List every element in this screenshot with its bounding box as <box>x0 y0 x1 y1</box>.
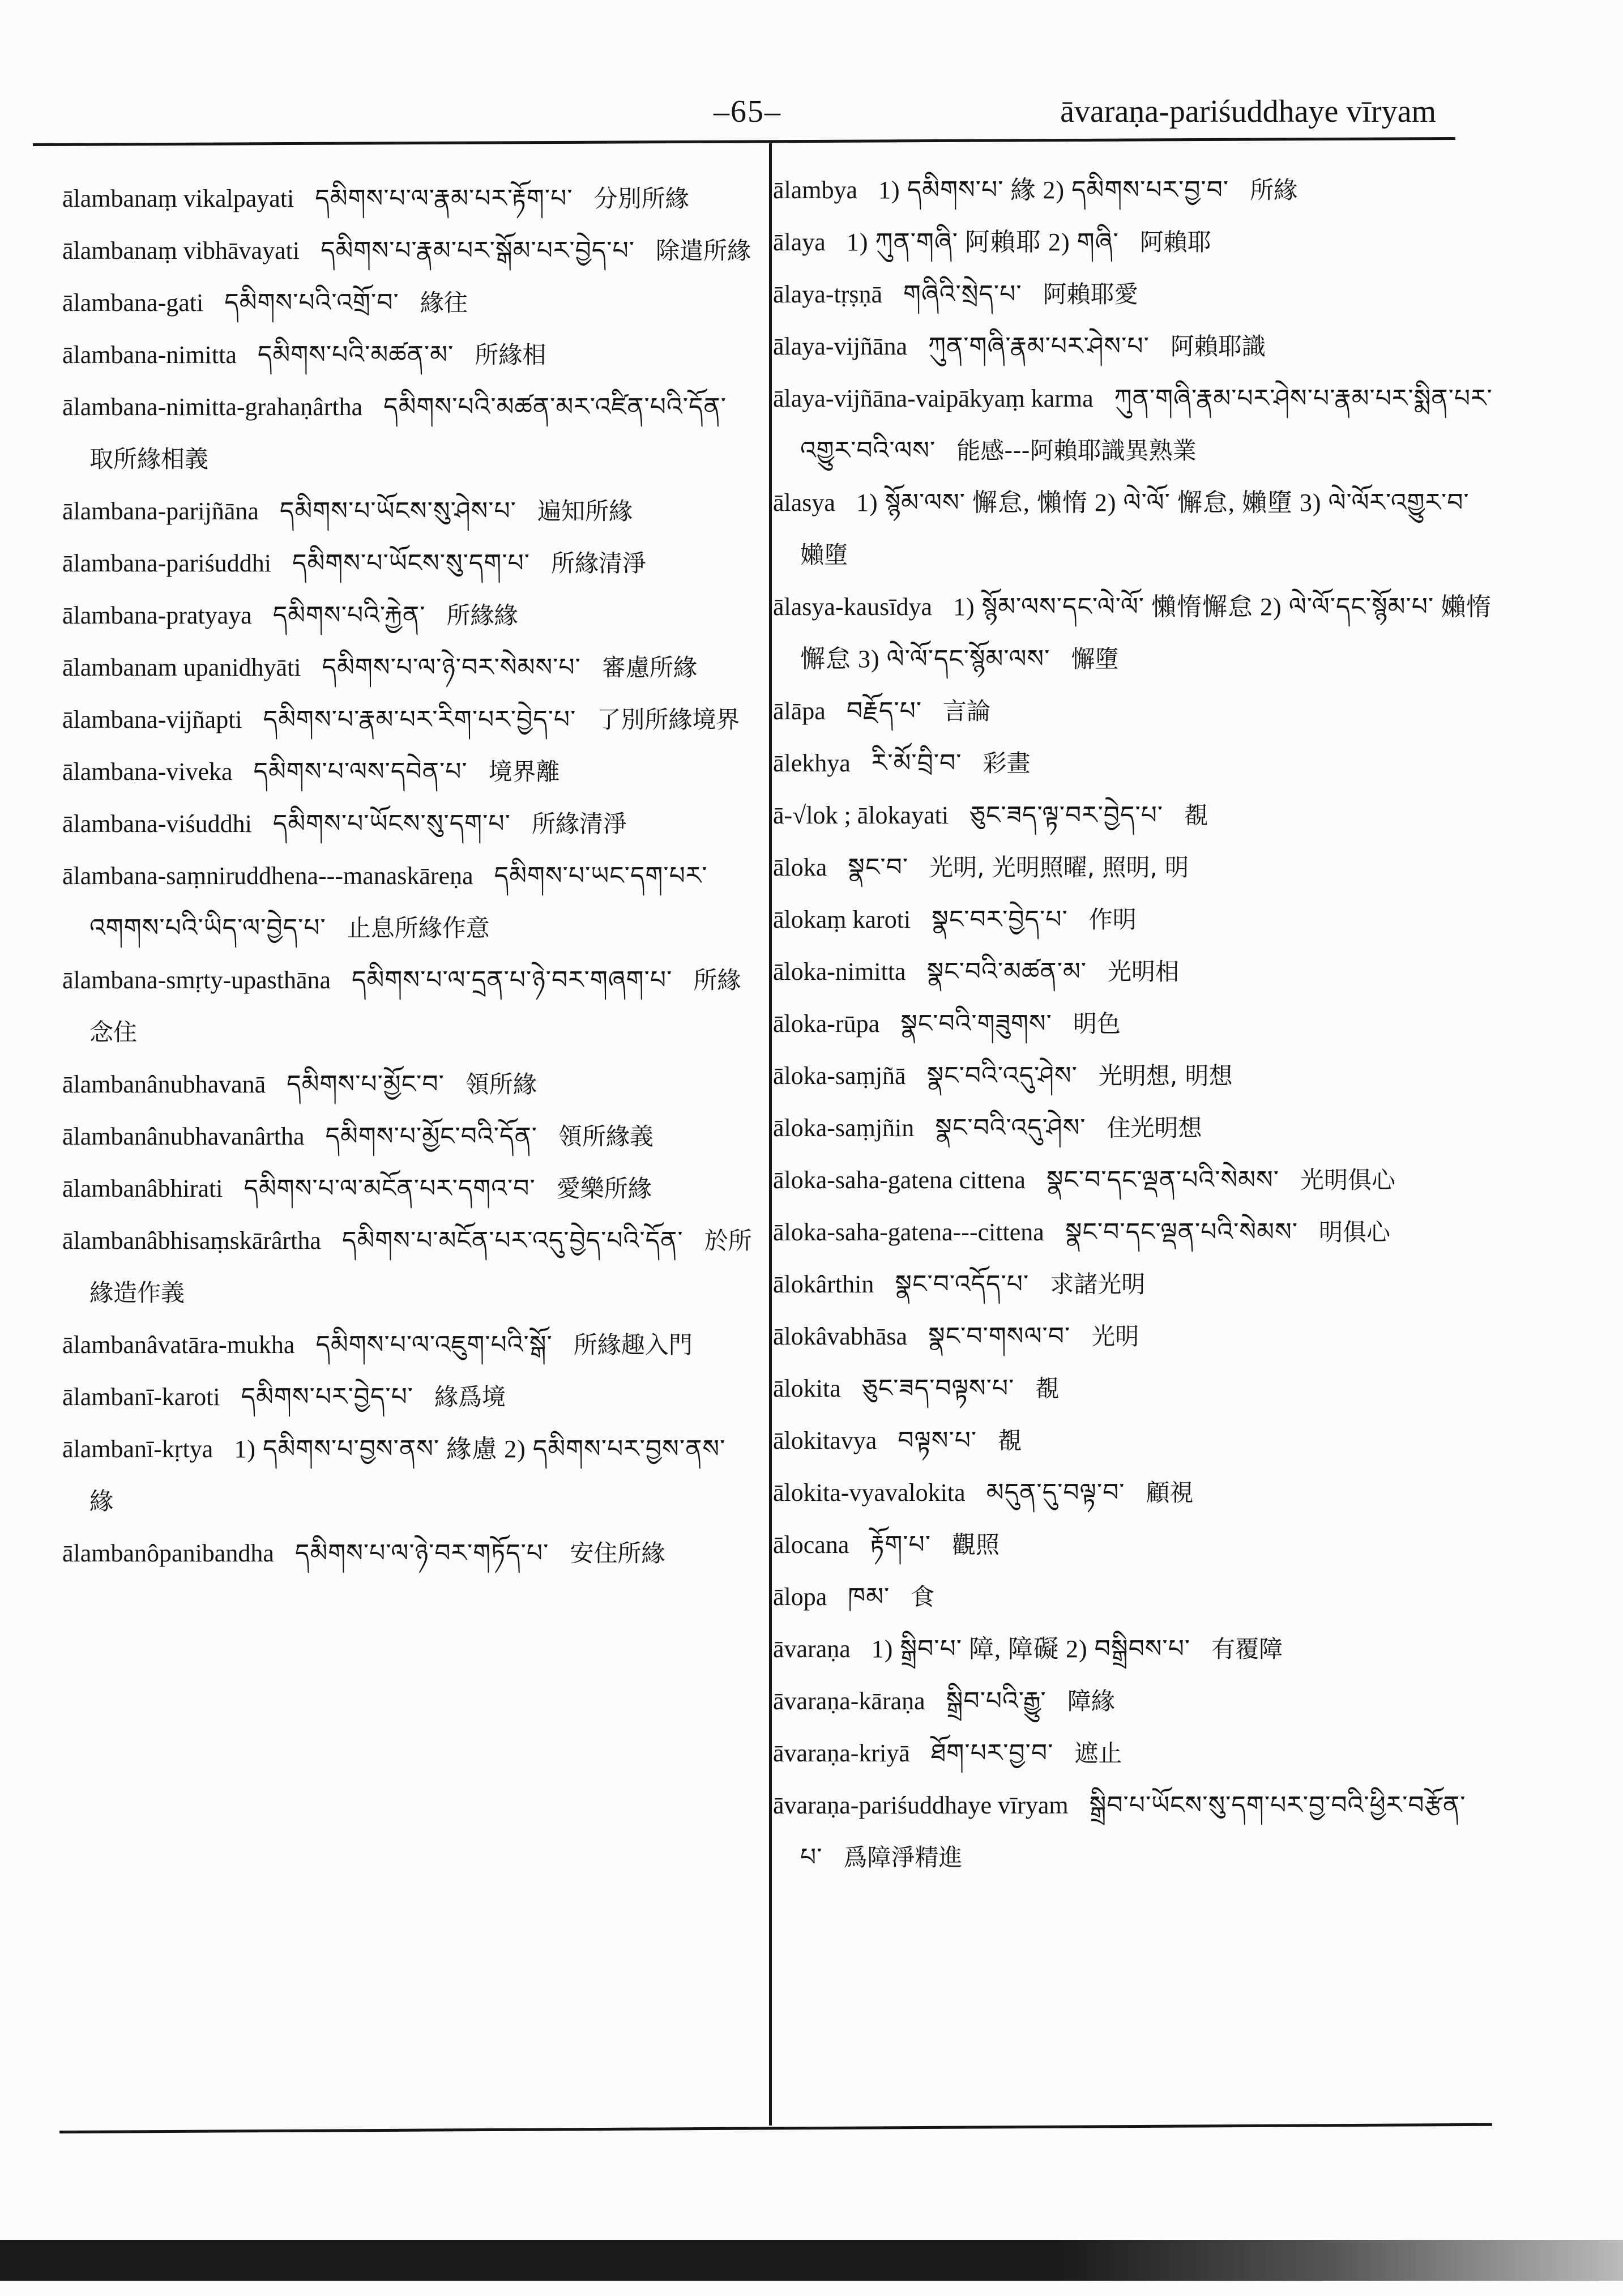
chinese-equivalent: 阿賴耶愛 <box>1043 280 1138 308</box>
tibetan-equivalent: 1) དམིགས་པ་ 緣 2) དམིགས་པར་བྱ་བ་ <box>878 176 1229 204</box>
chinese-equivalent: 審慮所緣 <box>601 654 697 681</box>
dictionary-entry <box>773 998 1495 1050</box>
tibetan-equivalent: ཁམ་ <box>848 1583 890 1611</box>
headword: ālambya <box>773 176 858 204</box>
chinese-equivalent: 所緣趣入門 <box>573 1331 693 1359</box>
tibetan-equivalent: དམིགས་པ་མངོན་པར་འདུ་བྱེད་པའི་དོན་ <box>341 1227 684 1254</box>
tibetan-equivalent: ཀུན་གཞི་རྣམ་པར་ཤེས་པ་རྣམ་པར་སྨིན་པར་འགྱུར་བའི་ལས་ <box>800 385 1493 464</box>
chinese-equivalent: 領所緣義 <box>558 1123 654 1150</box>
chinese-equivalent: 緣爲境 <box>434 1383 506 1411</box>
tibetan-equivalent: 1) སྙོམ་ལས་ 懈怠, 懶惰 2) ལེ་ལོ་ 懈怠, 嬾墮 3) ལེ་ལོར་འགྱུར་བ་ <box>856 489 1470 517</box>
tibetan-equivalent: ཅུང་ཟད་ལྟ་བར་བྱེད་པ་ <box>969 801 1164 829</box>
dictionary-entry <box>773 373 1495 477</box>
dictionary-entry <box>62 1111 759 1163</box>
dictionary-entry <box>773 1571 1495 1623</box>
tibetan-equivalent: སྣང་བར་བྱེད་པ་ <box>932 906 1068 933</box>
chinese-equivalent: 安住所緣 <box>570 1539 665 1567</box>
dictionary-entry <box>773 1311 1495 1363</box>
chinese-equivalent: 領所緣 <box>465 1070 537 1098</box>
headword: āloka-saṃjñin <box>773 1114 915 1142</box>
tibetan-equivalent: དམིགས་པ་ལས་དབེན་པ་ <box>253 758 468 786</box>
chinese-equivalent: 愛樂所緣 <box>556 1175 652 1202</box>
headword: ālambanī-kṛtya <box>62 1435 213 1463</box>
dictionary-entry <box>62 1371 759 1423</box>
tibetan-equivalent: དམིགས་པའི་མཚན་མར་འཛིན་པའི་དོན་ <box>383 393 727 421</box>
headword: ālambana-gati <box>62 289 204 317</box>
headword: ālokitavya <box>773 1427 877 1454</box>
headword: āvaraṇa-pariśuddhaye vīryam <box>773 1791 1069 1819</box>
chinese-equivalent: 遮止 <box>1074 1739 1122 1767</box>
chinese-equivalent: 光明 <box>1091 1322 1139 1350</box>
dictionary-entry <box>773 894 1495 946</box>
headword: ālokâvabhāsa <box>773 1322 907 1350</box>
chinese-equivalent: 住光明想 <box>1107 1114 1202 1142</box>
dictionary-entry <box>773 789 1495 842</box>
tibetan-equivalent: དམིགས་པ་ཡོངས་སུ་ཤེས་པ་ <box>279 497 516 525</box>
chinese-equivalent: 了別所緣境界 <box>597 706 740 733</box>
dictionary-entry <box>773 477 1495 581</box>
tibetan-equivalent: དམིགས་པ་རྣམ་པར་སྒོམ་པར་བྱེད་པ་ <box>321 237 635 264</box>
headword: āvaraṇa-kāraṇa <box>773 1687 925 1715</box>
headword: ālāpa <box>773 697 826 725</box>
headword: ālokaṃ karoti <box>773 906 911 933</box>
headword: ālopa <box>773 1583 827 1611</box>
tibetan-equivalent: རྟོག་པ་ <box>870 1531 931 1559</box>
headword: ālokita-vyavalokita <box>773 1479 966 1507</box>
chinese-equivalent: 光明相 <box>1108 958 1180 985</box>
tibetan-equivalent: དམིགས་པ་ཡོངས་སུ་དག་པ་ <box>272 810 511 838</box>
tibetan-equivalent: དམིགས་པ་རྣམ་པར་རིག་པར་བྱེད་པ་ <box>263 706 576 733</box>
headword: ālambana-pariśuddhi <box>62 549 271 577</box>
chinese-equivalent: 阿賴耶識 <box>1170 332 1266 360</box>
chinese-equivalent: 顧視 <box>1146 1479 1194 1507</box>
dictionary-entry <box>773 1675 1495 1727</box>
chinese-equivalent: 能感---阿賴耶識異熟業 <box>956 437 1197 464</box>
headword: ālambanânubhavanârtha <box>62 1123 305 1150</box>
tibetan-equivalent: རི་མོ་བྲི་བ་ <box>871 749 962 777</box>
dictionary-entry <box>773 737 1495 789</box>
tibetan-equivalent: གཞིའི་སྲེད་པ་ <box>903 280 1022 308</box>
chinese-equivalent: 明俱心 <box>1318 1218 1390 1246</box>
headword: ālocana <box>773 1531 849 1559</box>
chinese-equivalent: 食 <box>911 1583 935 1611</box>
headword: ālambana-nimitta <box>62 341 237 369</box>
chinese-equivalent: 作明 <box>1088 906 1137 933</box>
headword: āloka-saha-gatena---cittena <box>773 1218 1044 1246</box>
dictionary-entry <box>773 946 1495 998</box>
headword: ālasya-kausīdya <box>773 593 932 621</box>
chinese-equivalent: 言論 <box>943 697 991 725</box>
chinese-equivalent: 緣 <box>89 1487 114 1515</box>
dictionary-entry <box>62 642 759 694</box>
tibetan-equivalent: དམིགས་པའི་འགྲོ་བ་ <box>224 289 399 317</box>
headword: ālambana-smṛty-upasthāna <box>62 966 331 994</box>
dictionary-entry <box>773 1727 1495 1779</box>
headword: ālambana-nimitta-grahaṇârtha <box>62 393 363 421</box>
tibetan-equivalent: དམིགས་པ་ལ་མངོན་པར་དགའ་བ་ <box>244 1175 536 1202</box>
chinese-equivalent: 有覆障 <box>1211 1635 1283 1663</box>
dictionary-entry <box>773 1206 1495 1258</box>
dictionary-entry <box>773 1623 1495 1675</box>
tibetan-equivalent: སྣང་བའི་མཚན་མ་ <box>926 958 1087 985</box>
chinese-equivalent: 所緣清淨 <box>551 549 647 577</box>
headword: ālaya <box>773 228 826 256</box>
dictionary-entry <box>62 798 759 850</box>
scan-edge-shadow <box>0 2240 1623 2281</box>
chinese-equivalent: 境界離 <box>488 758 560 786</box>
headword: āloka-nimitta <box>773 958 906 985</box>
dictionary-entry <box>773 1415 1495 1467</box>
tibetan-equivalent: དམིགས་པ་ལ་ཉེ་བར་གཏོད་པ་ <box>294 1539 549 1567</box>
headword: ālekhya <box>773 749 851 777</box>
dictionary-entry <box>773 842 1495 894</box>
chinese-equivalent: 嬾墮 <box>800 541 848 569</box>
chinese-equivalent: 光明想, 明想 <box>1098 1062 1233 1090</box>
dictionary-entry <box>773 685 1495 737</box>
headword: āloka-rūpa <box>773 1010 880 1038</box>
dictionary-entry <box>62 485 759 537</box>
chinese-equivalent: 光明俱心 <box>1300 1166 1395 1194</box>
dictionary-entry <box>773 1519 1495 1571</box>
dictionary-entry <box>62 381 759 485</box>
dictionary-entry <box>773 1102 1495 1154</box>
tibetan-equivalent: དམིགས་པ་ལ་དྲན་པ་ཉེ་བར་གཞག་པ་ <box>352 966 673 994</box>
chinese-equivalent: 止息所緣作意 <box>347 914 490 942</box>
headword: ālambana-parijñāna <box>62 497 259 525</box>
chinese-equivalent: 懈墮 <box>1071 645 1119 673</box>
tibetan-equivalent: དམིགས་པ་ལ་རྣམ་པར་རྟོག་པ་ <box>315 185 573 212</box>
dictionary-entry <box>62 225 759 277</box>
headword: āvaraṇa <box>773 1635 851 1663</box>
dictionary-entry <box>773 581 1495 685</box>
headword: ālambanaṃ vibhāvayati <box>62 237 300 264</box>
headword: ālambanaṃ vikalpayati <box>62 185 294 212</box>
chinese-equivalent: 分別所緣 <box>593 185 689 212</box>
chinese-equivalent: 爲障淨精進 <box>843 1843 963 1871</box>
chinese-equivalent: 所緣 <box>1250 176 1298 204</box>
chinese-equivalent: 取所緣相義 <box>89 445 209 473</box>
footer-rule <box>59 2123 1492 2133</box>
chinese-equivalent: 所緣相 <box>475 341 546 369</box>
headword: ālambana-viśuddhi <box>62 810 252 838</box>
chinese-equivalent: 所緣念住 <box>89 966 741 1046</box>
dictionary-entry <box>62 1319 759 1371</box>
chinese-equivalent: 緣往 <box>420 289 468 317</box>
tibetan-equivalent: ཅུང་ཟད་བལྟས་པ་ <box>861 1375 1015 1402</box>
dictionary-entry <box>773 216 1495 268</box>
dictionary-entry <box>62 1215 759 1319</box>
column-divider <box>769 143 772 2126</box>
tibetan-equivalent: སྣང་བ་ <box>848 853 909 881</box>
tibetan-equivalent: 1) ཀུན་གཞི་ 阿賴耶 2) གཞི་ <box>846 228 1119 256</box>
tibetan-equivalent: སྣང་བ་དང་ལྡན་པའི་སེམས་ <box>1046 1166 1279 1194</box>
tibetan-equivalent: སྒྲིབ་པའི་རྒྱུ་ <box>946 1687 1047 1715</box>
headword: ālasya <box>773 489 835 517</box>
headword: ālokârthin <box>773 1270 874 1298</box>
tibetan-equivalent: ཐོག་པར་བྱ་བ་ <box>930 1739 1054 1767</box>
tibetan-equivalent: དམིགས་པའི་རྐྱེན་ <box>272 601 426 629</box>
page-number: –65– <box>714 94 781 129</box>
chinese-equivalent: 所緣緣 <box>446 601 518 629</box>
tibetan-equivalent: སྣང་བའི་གཟུགས་ <box>900 1010 1052 1038</box>
chinese-equivalent: 光明, 光明照曜, 照明, 明 <box>929 853 1189 881</box>
dictionary-entry <box>62 277 759 329</box>
chinese-equivalent: 覩 <box>1184 801 1208 829</box>
tibetan-equivalent: དམིགས་པ་མྱོང་བའི་དོན་ <box>325 1123 538 1150</box>
tibetan-equivalent: 1) སྒྲིབ་པ་ 障, 障礙 2) བསྒྲིབས་པ་ <box>871 1635 1191 1663</box>
headword: ālambana-vijñapti <box>62 706 242 733</box>
dictionary-entry <box>62 850 759 954</box>
headword: āloka-saha-gatena cittena <box>773 1166 1026 1194</box>
headword: ā-√lok ; ālokayati <box>773 801 949 829</box>
headword: ālambanam upanidhyāti <box>62 654 301 681</box>
headword: ālambana-viveka <box>62 758 233 786</box>
chinese-equivalent: 除遣所緣 <box>655 237 751 264</box>
chinese-equivalent: 遍知所緣 <box>537 497 633 525</box>
tibetan-equivalent: སྣང་བའི་འདུ་ཤེས་ <box>926 1062 1078 1090</box>
headword: ālambanânubhavanā <box>62 1070 266 1098</box>
tibetan-equivalent: དམིགས་པར་བྱེད་པ་ <box>241 1383 414 1411</box>
dictionary-entry <box>62 590 759 642</box>
headword: āloka-saṃjñā <box>773 1062 906 1090</box>
dictionary-entry <box>773 1779 1495 1884</box>
dictionary-entry <box>62 694 759 746</box>
tibetan-equivalent: དམིགས་པ་ལ་འཇུག་པའི་སྒོ་ <box>315 1331 553 1359</box>
dictionary-entry <box>773 268 1495 321</box>
headword: ālambana-saṃniruddhena---manaskāreṇa <box>62 862 473 890</box>
tibetan-equivalent: དམིགས་པ་ཡོངས་སུ་དག་པ་ <box>292 549 531 577</box>
tibetan-equivalent: སྣང་བ་འདོད་པ་ <box>895 1270 1030 1298</box>
dictionary-entry <box>773 321 1495 373</box>
tibetan-equivalent: སྒྲིབ་པ་ཡོངས་སུ་དག་པར་བྱ་བའི་ཕྱིར་བརྩོན་པ་ <box>800 1791 1466 1871</box>
chinese-equivalent: 所緣清淨 <box>531 810 627 838</box>
tibetan-equivalent: སྣང་བ་གསལ་བ་ <box>928 1322 1071 1350</box>
dictionary-entry <box>62 1059 759 1111</box>
chinese-equivalent: 求諸光明 <box>1050 1270 1146 1298</box>
tibetan-equivalent: ཀུན་གཞི་རྣམ་པར་ཤེས་པ་ <box>928 332 1150 360</box>
chinese-equivalent: 明色 <box>1073 1010 1121 1038</box>
headword: ālambanâvatāra-mukha <box>62 1331 295 1359</box>
dictionary-entry <box>773 1258 1495 1311</box>
dictionary-entry <box>62 746 759 798</box>
headword: ālambanâbhisaṃskārârtha <box>62 1227 321 1254</box>
headword: ālambanôpanibandha <box>62 1539 274 1567</box>
dictionary-entry <box>773 164 1495 216</box>
running-head: āvaraṇa-pariśuddhaye vīryam <box>1060 94 1436 129</box>
headword: āloka <box>773 853 827 881</box>
dictionary-entry <box>62 537 759 590</box>
tibetan-equivalent: བརྗོད་པ་ <box>846 697 922 725</box>
dictionary-entry <box>62 1423 759 1527</box>
header-rule <box>33 137 1455 146</box>
dictionary-entry <box>773 1050 1495 1102</box>
headword: ālaya-tṛṣṇā <box>773 280 882 308</box>
dictionary-entry <box>62 1163 759 1215</box>
headword: āvaraṇa-kriyā <box>773 1739 910 1767</box>
headword: ālambana-pratyaya <box>62 601 252 629</box>
chinese-equivalent: 覩 <box>1035 1375 1060 1402</box>
tibetan-equivalent: དམིགས་པ་ལ་ཉེ་བར་སེམས་པ་ <box>322 654 581 681</box>
chinese-equivalent: 阿賴耶 <box>1139 228 1211 256</box>
tibetan-equivalent: དམིགས་པའི་མཚན་མ་ <box>257 341 454 369</box>
headword: ālaya-vijñāna <box>773 332 907 360</box>
headword: ālaya-vijñāna-vaipākyaṃ karma <box>773 385 1094 412</box>
tibetan-equivalent: བལྟས་པ་ <box>898 1427 977 1454</box>
headword: ālokita <box>773 1375 841 1402</box>
dictionary-entry <box>62 1527 759 1580</box>
tibetan-equivalent: 1) སྙོམ་ལས་དང་ལེ་ལོ་ 懶惰懈怠 2) ལེ་ལོ་དང་སྙོམ་པ་ 嬾惰懈怠 3) ལེ་ལོ་དང་སྙོམ་ལས་ <box>800 593 1492 673</box>
chinese-equivalent: 彩畫 <box>983 749 1031 777</box>
dictionary-entry <box>773 1363 1495 1415</box>
dictionary-entry <box>62 329 759 381</box>
dictionary-entry <box>62 954 759 1059</box>
chinese-equivalent: 覩 <box>998 1427 1022 1454</box>
chinese-equivalent: 障緣 <box>1067 1687 1115 1715</box>
right-column <box>773 164 1495 1884</box>
dictionary-entry <box>773 1154 1495 1206</box>
tibetan-equivalent: 1) དམིགས་པ་བྱས་ནས་ 緣慮 2) དམིགས་པར་བྱས་ནས་ <box>234 1435 726 1463</box>
tibetan-equivalent: དམིགས་པ་ཡང་དག་པར་འགགས་པའི་ཡིད་ལ་བྱེད་པ་ <box>89 862 708 942</box>
headword: ālambanī-karoti <box>62 1383 220 1411</box>
chinese-equivalent: 觀照 <box>952 1531 1000 1559</box>
headword: ālambanâbhirati <box>62 1175 223 1202</box>
tibetan-equivalent: སྣང་བ་དང་ལྡན་པའི་སེམས་ <box>1065 1218 1298 1246</box>
tibetan-equivalent: སྣང་བའི་འདུ་ཤེས་ <box>935 1114 1086 1142</box>
dictionary-entry <box>62 173 759 225</box>
left-column <box>62 173 759 1580</box>
dictionary-entry <box>773 1467 1495 1519</box>
chinese-equivalent: 於所緣造作義 <box>89 1227 752 1307</box>
tibetan-equivalent: མདུན་དུ་བལྟ་བ་ <box>986 1479 1125 1507</box>
tibetan-equivalent: དམིགས་པ་མྱོང་བ་ <box>287 1070 445 1098</box>
